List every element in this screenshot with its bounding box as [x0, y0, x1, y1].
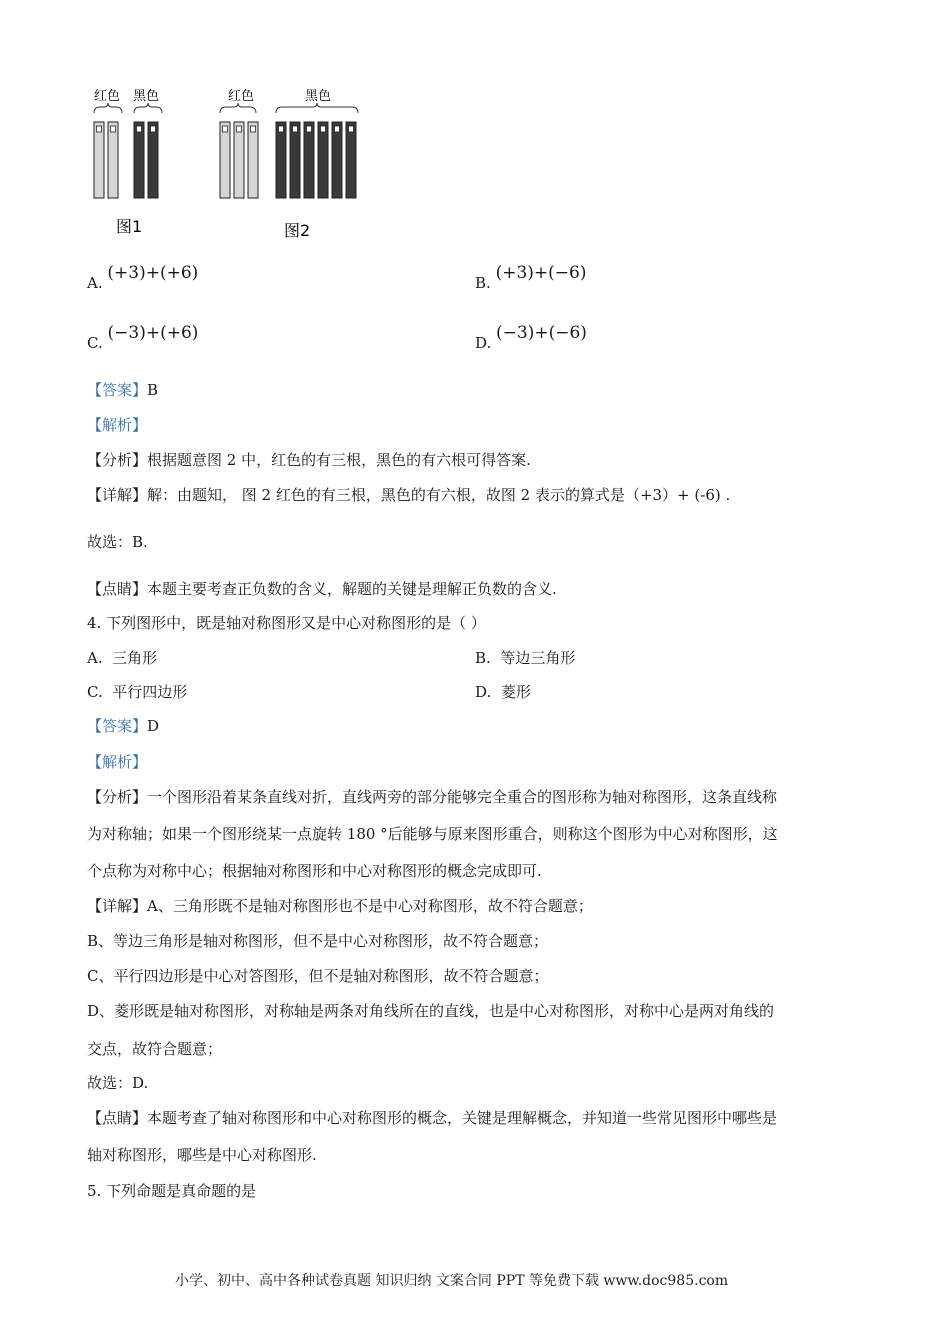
fig2-black-brace	[276, 103, 358, 113]
q4-fenxi-line2: 为对称轴；如果一个图形绕某一点旋转 180 °后能够与原来图形重合，则称这个图形为中心对称图形，这	[87, 825, 778, 843]
option-letter: C.	[87, 683, 103, 701]
xiangjie-text: A、三角形既不是轴对称图形也不是中心对称图形，故不符合题意；	[147, 897, 593, 915]
option-expression: (−3)+(−6)	[496, 323, 587, 343]
xiangjie-tag: 【详解】	[87, 897, 148, 915]
q4-line-d2: 交点，故符合题意；	[87, 1040, 223, 1058]
fenxi-tag: 【分析】	[87, 788, 148, 806]
dianjing-text: 本题主要考查正负数的含义，解题的关键是理解正负数的含义.	[147, 580, 557, 598]
q4-dianjing-line2: 轴对称图形，哪些是中心对称图形.	[87, 1146, 317, 1164]
q3-option-d	[475, 323, 587, 353]
dianjing-tag: 【点睛】	[87, 1109, 148, 1127]
option-letter: A.	[87, 274, 103, 292]
black-stick	[304, 122, 314, 198]
q4-fenxi-line3: 个点称为对称中心；根据轴对称图形和中心对称图形的概念完成即可.	[87, 862, 542, 880]
red-stick	[248, 122, 258, 198]
fig1-red-brace	[94, 103, 122, 113]
q4-stem: 4. 下列图形中，既是轴对称图形又是中心对称图形的是（ ）	[87, 614, 486, 632]
answer-tag: 【答案】	[87, 717, 148, 735]
q3-option-b	[475, 263, 587, 293]
option-expression: (+3)+(−6)	[495, 263, 587, 283]
q4-answer	[87, 716, 159, 736]
counting-sticks-figure	[80, 80, 380, 250]
option-text: 等边三角形	[500, 649, 576, 667]
q3-xiangjie	[87, 485, 730, 505]
red-stick	[234, 122, 244, 198]
dianjing-tag: 【点睛】	[87, 580, 148, 598]
fenxi-tag: 【分析】	[87, 451, 148, 469]
answer-value: B	[147, 381, 159, 399]
q3-guxuan: 故选：B.	[87, 533, 148, 551]
xiangjie-text: 解：由题知， 图 2 红色的有三根，黑色的有六根，故图 2 表示的算式是（+3）+ (-6) .	[147, 486, 731, 504]
option-letter: C.	[87, 334, 103, 352]
fenxi-text: 根据题意图 2 中，红色的有三根，黑色的有六根可得答案.	[147, 451, 531, 469]
q4-line-b: B、等边三角形是轴对称图形，但不是中心对称图形，故不符合题意；	[87, 932, 549, 950]
answer-tag: 【答案】	[87, 381, 148, 399]
dianjing-text: 本题考查了轴对称图形和中心对称图形的概念，关键是理解概念，并知道一些常见图形中哪些是	[147, 1109, 778, 1127]
q4-option-c	[87, 682, 187, 702]
fig1-black-label: 黑色	[133, 89, 160, 104]
red-stick	[108, 122, 118, 198]
q4-guxuan: 故选：D.	[87, 1074, 149, 1092]
red-stick	[220, 122, 230, 198]
fig2-caption: 图2	[284, 221, 311, 240]
q4-option-b	[475, 648, 575, 668]
q4-dianjing-line1	[87, 1108, 777, 1128]
q4-line-d1: D、菱形既是轴对称图形，对称轴是两条对角线所在的直线，也是中心对称图形，对称中心是两对角线的	[87, 1002, 775, 1020]
q4-xiangjie-line1	[87, 896, 593, 916]
option-letter: D.	[475, 334, 492, 352]
fig1-red-label: 红色	[94, 89, 121, 104]
fig2-black-label: 黑色	[305, 89, 332, 104]
q4-analysis-tag: 【解析】	[87, 753, 148, 771]
fig1-caption: 图1	[116, 217, 143, 236]
black-stick	[332, 122, 342, 198]
q3-dianjing	[87, 579, 557, 599]
q3-option-a	[87, 263, 199, 293]
option-text: 三角形	[112, 649, 158, 667]
option-letter: D.	[475, 683, 492, 701]
q3-option-c	[87, 323, 199, 353]
fig1-black-brace	[134, 103, 162, 113]
q3-fenxi	[87, 450, 531, 470]
q3-analysis-tag: 【解析】	[87, 416, 148, 434]
red-stick	[94, 122, 104, 198]
fig2-red-label: 红色	[228, 89, 255, 104]
option-expression: (−3)+(+6)	[107, 323, 199, 343]
black-stick	[346, 122, 356, 198]
option-text: 平行四边形	[112, 683, 188, 701]
q5-stem: 5. 下列命题是真命题的是	[87, 1182, 257, 1200]
q4-line-c: C、平行四边形是中心对答图形，但不是轴对称图形，故不符合题意；	[87, 967, 549, 985]
option-text: 菱形	[500, 683, 531, 701]
page-footer: 小学、初中、高中各种试卷真题 知识归纳 文案合同 PPT 等免费下载 www.doc985.com	[175, 1273, 729, 1289]
option-letter: B.	[475, 649, 491, 667]
q4-fenxi-line1	[87, 787, 777, 807]
black-stick	[148, 122, 158, 198]
black-stick	[318, 122, 328, 198]
option-expression: (+3)+(+6)	[107, 263, 199, 283]
q4-option-d	[475, 682, 531, 702]
q3-answer	[87, 380, 158, 400]
fig2-red-brace	[220, 103, 256, 113]
q4-option-a	[87, 648, 157, 668]
option-letter: B.	[475, 274, 491, 292]
option-letter: A.	[87, 649, 103, 667]
black-stick	[276, 122, 286, 198]
fenxi-text: 一个图形沿着某条直线对折，直线两旁的部分能够完全重合的图形称为轴对称图形，这条直线称	[147, 788, 778, 806]
answer-value: D	[147, 717, 160, 735]
black-stick	[290, 122, 300, 198]
black-stick	[134, 122, 144, 198]
xiangjie-tag: 【详解】	[87, 486, 148, 504]
